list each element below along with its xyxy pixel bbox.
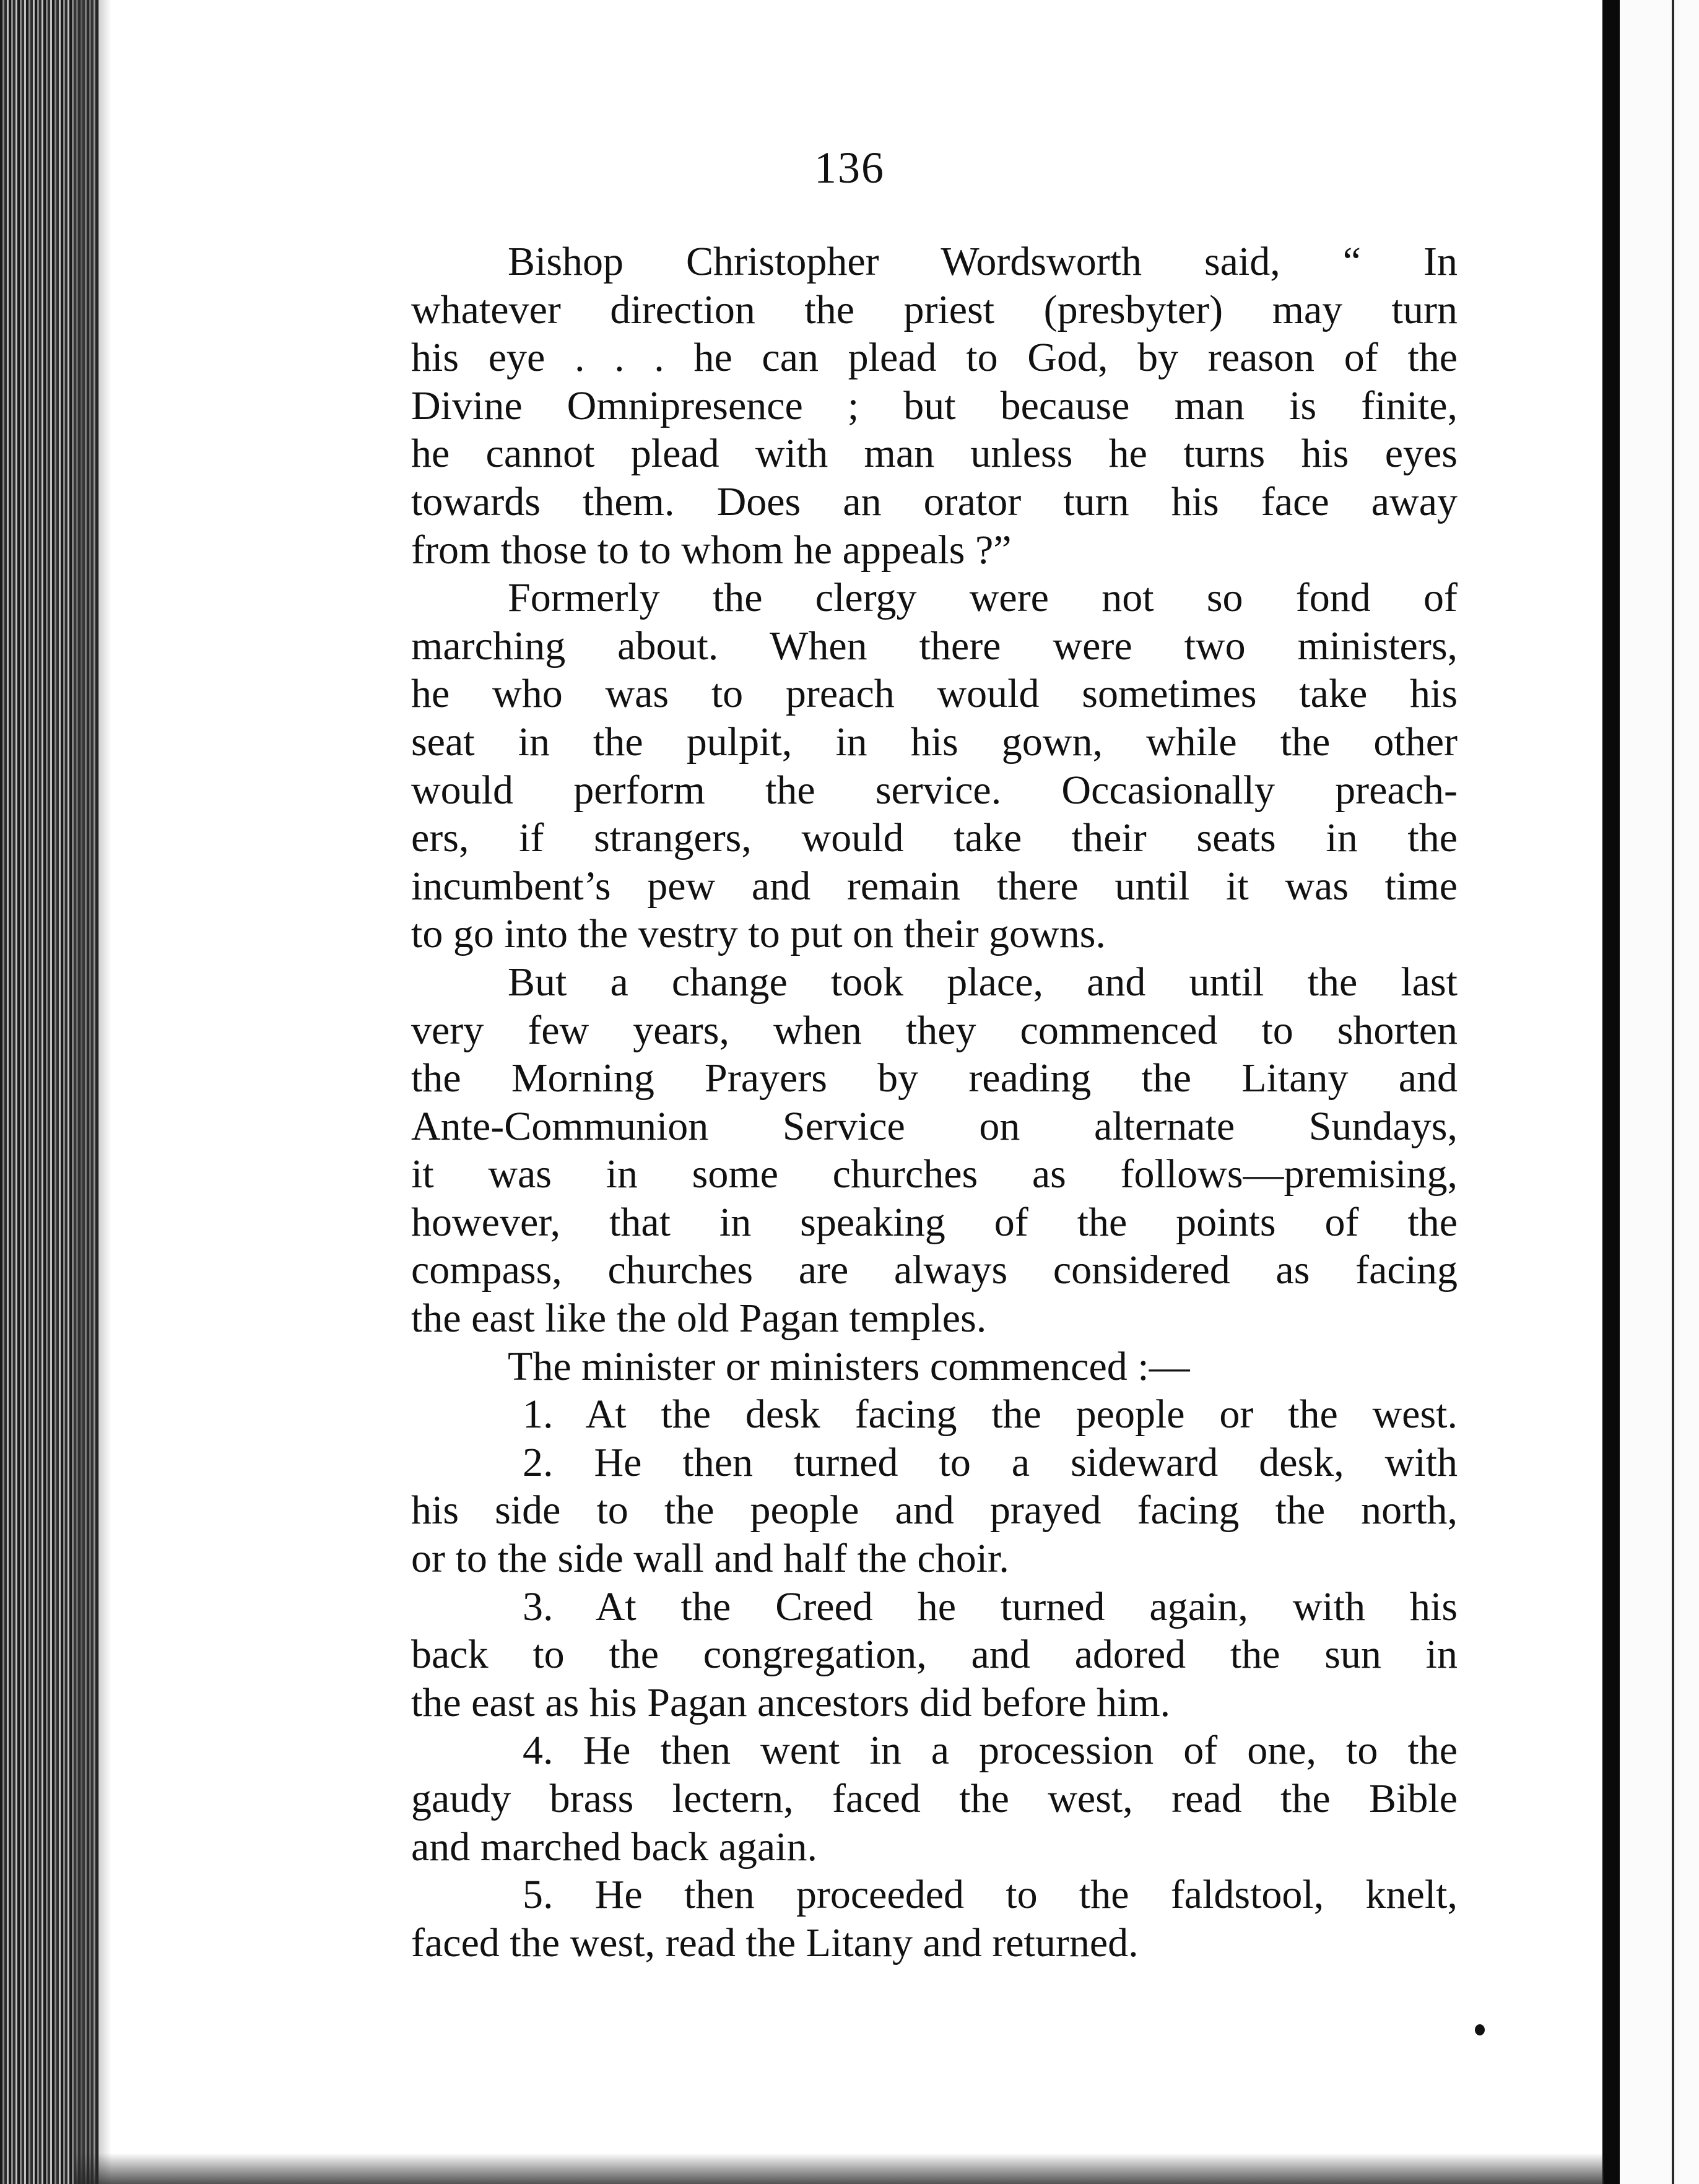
text-line: his side to the people and prayed facing the north,: [411, 1488, 1458, 1533]
text-line: he cannot plead with man unless he turns his eyes: [411, 431, 1458, 477]
text-line: ers, if strangers, would take their seats in the: [411, 815, 1458, 861]
text-line: gaudy brass lectern, faced the west, read the Bible: [411, 1776, 1458, 1821]
text-line: faced the west, read the Litany and returned.: [411, 1920, 1139, 1965]
page-edges-shadow: [74, 0, 111, 2184]
text-line: it was in some churches as follows—premising,: [411, 1151, 1458, 1197]
text-line: back to the congregation, and adored the sun in: [411, 1632, 1458, 1678]
text-line: and marched back again.: [411, 1824, 818, 1870]
text-line: or to the side wall and half the choir.: [411, 1536, 1009, 1582]
list-item: 1. At the desk facing the people or the west.: [523, 1392, 1458, 1437]
text-line: very few years, when they commenced to shorten: [411, 1007, 1458, 1053]
text-line: marching about. When there were two ministers,: [411, 623, 1458, 669]
text-line: however, that in speaking of the points of the: [411, 1199, 1458, 1245]
list-item: 2. He then turned to a sideward desk, with: [523, 1439, 1458, 1485]
binding-shadow: [1602, 0, 1620, 2184]
text-line: his eye . . . he can plead to God, by reason of the: [411, 335, 1458, 381]
text-line: the Morning Prayers by reading the Litany and: [411, 1055, 1458, 1101]
text-line: But a change took place, and until the last: [508, 959, 1458, 1005]
text-line: whatever direction the priest (presbyter) may turn: [411, 287, 1458, 332]
text-line: Bishop Christopher Wordsworth said, “ In: [508, 239, 1458, 284]
text-line: compass, churches are always considered as facing: [411, 1247, 1458, 1293]
list-item: 5. He then proceeded to the faldstool, knelt,: [523, 1872, 1458, 1918]
text-line: to go into the vestry to put on their gowns.: [411, 911, 1106, 957]
adjacent-page: [1620, 0, 1699, 2184]
text-line: the east like the old Pagan temples.: [411, 1296, 987, 1341]
text-line: the east as his Pagan ancestors did before him.: [411, 1679, 1171, 1725]
page-number: 136: [814, 143, 885, 193]
text-line: The minister or ministers commenced :—: [508, 1343, 1190, 1389]
ink-speck: [1475, 2024, 1485, 2035]
bottom-shadow: [74, 2153, 1604, 2184]
text-line: towards them. Does an orator turn his face away: [411, 479, 1458, 524]
text-line: Divine Omnipresence ; but because man is finite,: [411, 383, 1458, 428]
list-item: 3. At the Creed he turned again, with his: [523, 1584, 1458, 1629]
text-line: he who was to preach would sometimes take his: [411, 671, 1458, 717]
body-text: [411, 238, 1458, 1967]
text-line: seat in the pulpit, in his gown, while the other: [411, 719, 1458, 765]
text-line: would perform the service. Occasionally preach-: [411, 767, 1458, 813]
text-line: incumbent’s pew and remain there until it was time: [411, 863, 1458, 909]
text-line: Ante-Communion Service on alternate Sundays,: [411, 1103, 1458, 1149]
list-item: 4. He then went in a procession of one, to the: [523, 1728, 1458, 1774]
text-line: from those to to whom he appeals ?”: [411, 527, 1012, 573]
text-line: Formerly the clergy were not so fond of: [508, 575, 1458, 621]
adjacent-page-edge: [1672, 0, 1674, 2184]
